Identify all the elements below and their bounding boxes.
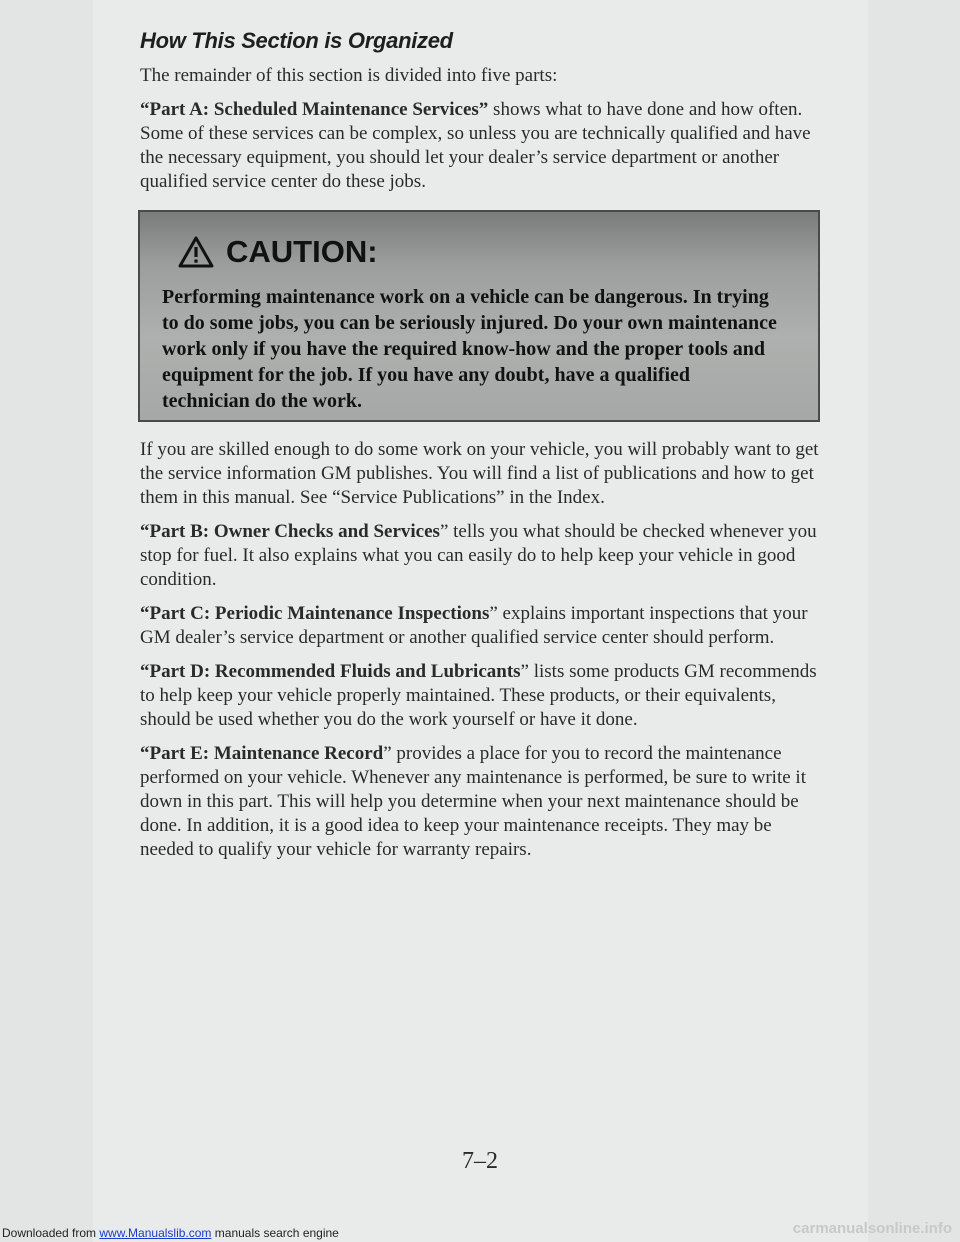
footer-suffix: manuals search engine [211,1226,339,1240]
part-b-title: “Part B: Owner Checks and Services [140,521,440,542]
warning-triangle-icon [178,236,214,268]
part-e-title: “Part E: Maintenance Record [140,743,384,764]
section-title: How This Section is Organized [140,28,453,53]
caution-text: Performing maintenance work on a vehicle can be dangerous. In trying to do some jobs, you can be seriously injured. Do your own maintenance work only if you have the required know-how and the proper tools and equipment for the job. If you have any doubt, have a qualified technician do the work. [162,286,777,412]
page-content [140,28,820,872]
caution-title: CAUTION: [226,234,378,269]
part-b-text: ” tells you what should be checked whenever you stop for fuel. It also explains what you can easily do to help keep your vehicle in good condition. [140,521,817,590]
part-e-paragraph [140,742,820,862]
part-a-title: “Part A: Scheduled Maintenance Services” [140,99,489,120]
page-number: 7–2 [462,1148,498,1174]
part-d-paragraph [140,660,820,732]
skilled-paragraph: If you are skilled enough to do some work on your vehicle, you will probably want to get the service information GM publishes. You will find a list of publications and how to get them in this manual. See “Service Publications” in the Index. [140,439,819,508]
footer-prefix: Downloaded from [2,1226,100,1240]
part-c-paragraph [140,602,820,650]
part-e-text: ” provides a place for you to record the maintenance performed on your vehicle. Whenever any maintenance is performed, be sure to write it down in this part. This will help you determine when your next maintenance should be done. In addition, it is a good idea to keep your maintenance receipts. They may be needed to qualify your vehicle for warranty repairs. [140,743,806,860]
part-d-text: ” lists some products GM recommends to help keep your vehicle properly maintained. These products, or their equivalents, should be used whether you do the work yourself or have it done. [140,661,817,730]
site-watermark: carmanualsonline.info [792,1220,952,1237]
part-b-paragraph [140,520,820,592]
part-a-text: shows what to have done and how often. Some of these services can be complex, so unless you are technically qualified and have the necessary equipment, you should let your dealer’s service department or another qualified service center do these jobs. [140,99,811,192]
part-c-text: ” explains important inspections that your GM dealer’s service department or another qualified service center should perform. [140,603,808,648]
download-footer [2,1226,339,1240]
part-d-title: “Part D: Recommended Fluids and Lubricants [140,661,521,682]
caution-header [178,234,378,270]
part-c-title: “Part C: Periodic Maintenance Inspections [140,603,490,624]
manualslib-link[interactable]: www.Manualslib.com [99,1226,212,1240]
part-a-paragraph [140,98,820,194]
intro-paragraph: The remainder of this section is divided into five parts: [140,65,558,86]
caution-box [138,210,820,422]
